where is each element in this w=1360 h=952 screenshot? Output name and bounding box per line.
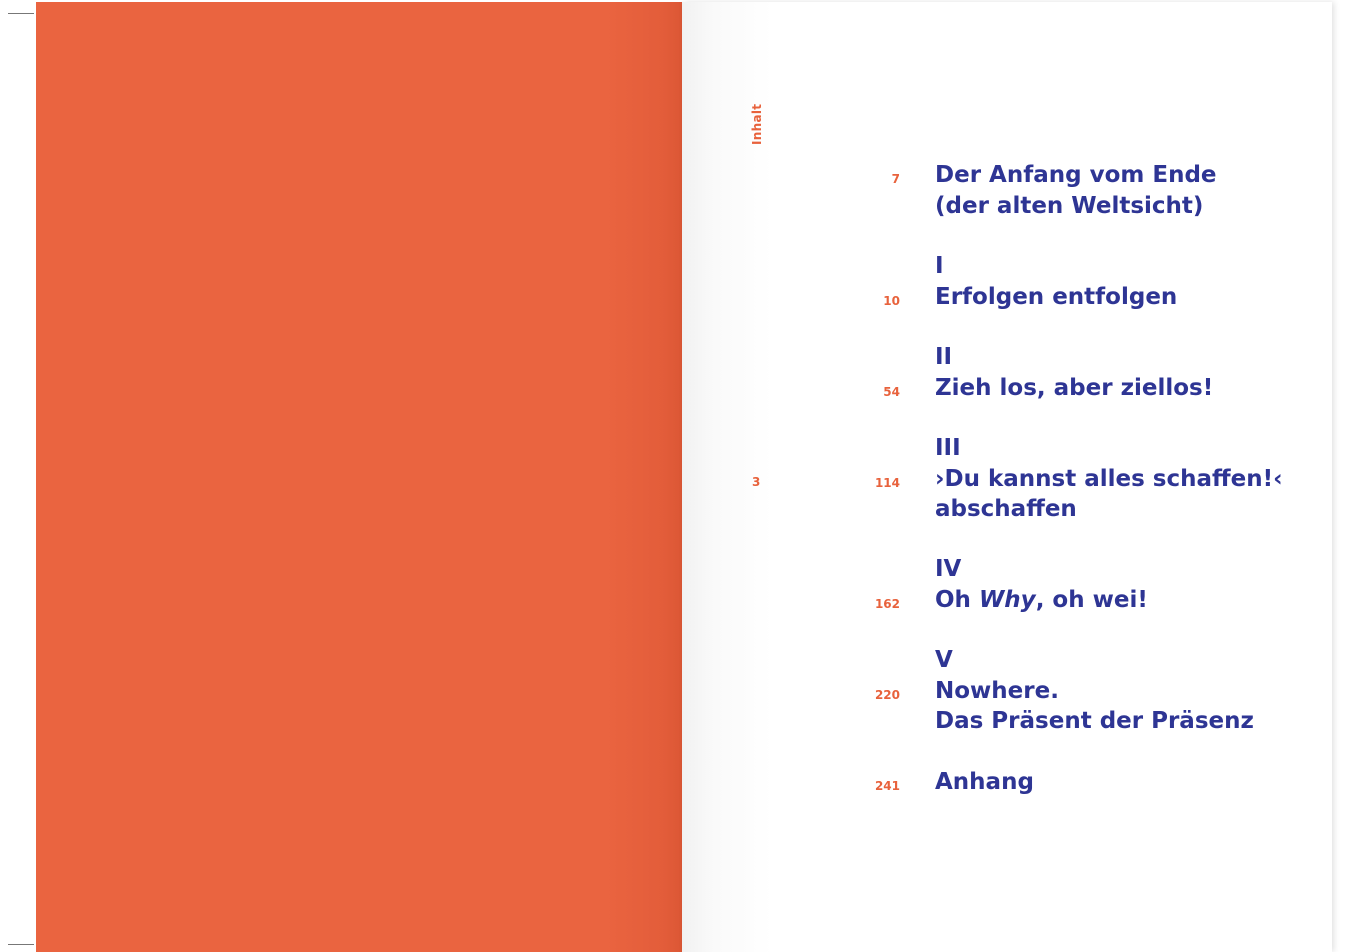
- toc-title-line: Anhang: [935, 769, 1034, 795]
- crop-mark-bottom-left: [8, 944, 34, 945]
- toc-title-text: Oh: [935, 587, 979, 613]
- toc-title-line: Nowhere.: [935, 678, 1059, 704]
- toc-chapter-numeral: V: [935, 647, 953, 673]
- left-page-orange: [36, 2, 682, 952]
- toc-page-number: 114: [874, 476, 900, 490]
- toc-title-text: , oh wei!: [1035, 587, 1148, 613]
- toc-page-number: 10: [883, 294, 900, 308]
- toc-title-line: (der alten Weltsicht): [935, 193, 1204, 219]
- toc-title-line: Das Präsent der Präsenz: [935, 708, 1254, 734]
- folio-number: 3: [752, 475, 761, 489]
- toc-chapter-numeral: IV: [935, 556, 962, 582]
- toc-chapter-numeral: III: [935, 435, 961, 461]
- toc-page-number: 54: [883, 385, 900, 399]
- toc-title-line: ›Du kannst alles schaffen!‹: [935, 466, 1283, 492]
- toc-title-line: [935, 585, 1148, 615]
- toc-title-italic: Why: [978, 587, 1036, 613]
- section-label-inhalt: Inhalt: [750, 103, 764, 145]
- toc-page-number: 241: [874, 779, 900, 793]
- toc-title-line: Zieh los, aber ziellos!: [935, 375, 1214, 401]
- toc-chapter-numeral: II: [935, 344, 953, 370]
- crop-mark-top-left: [8, 13, 34, 14]
- toc-title-line: abschaffen: [935, 496, 1077, 522]
- toc-page-number: 162: [874, 597, 900, 611]
- toc-title-line: Der Anfang vom Ende: [935, 162, 1217, 188]
- toc-page-number: 7: [891, 172, 900, 186]
- toc-title-line: Erfolgen entfolgen: [935, 284, 1178, 310]
- toc-chapter-numeral: I: [935, 253, 944, 279]
- toc-page-number: 220: [874, 688, 900, 702]
